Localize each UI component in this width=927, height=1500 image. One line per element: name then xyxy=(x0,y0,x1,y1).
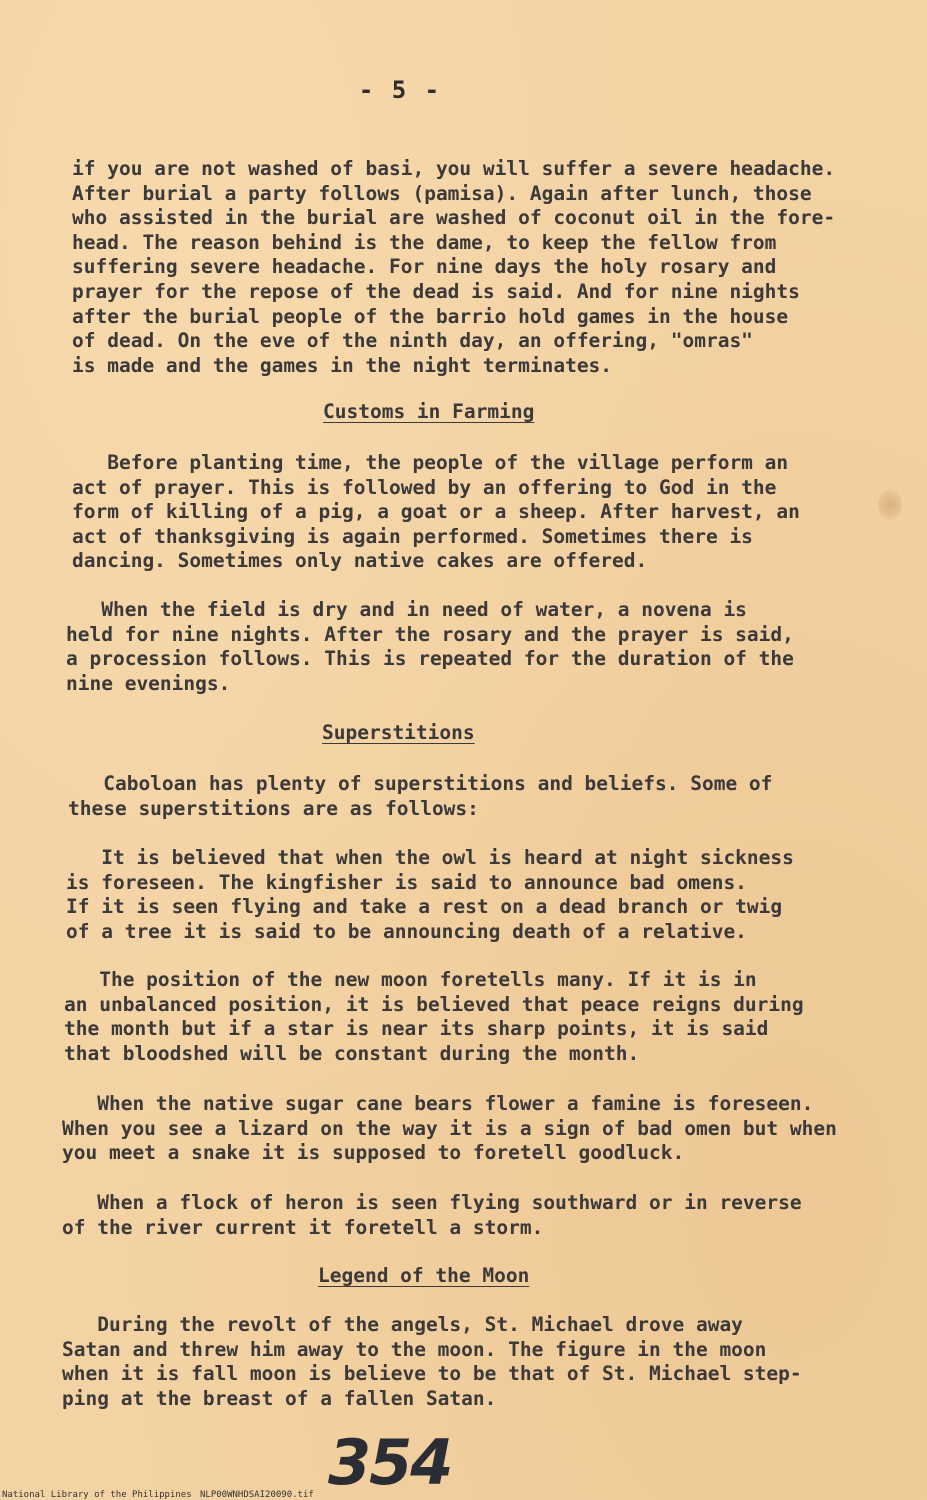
text-line: Caboloan has plenty of superstitions and beliefs. Some of xyxy=(68,772,773,795)
text-line: of dead. On the eve of the ninth day, an offering, "omras" xyxy=(72,329,753,353)
text-line: after the burial people of the barrio hold games in the house xyxy=(72,304,789,328)
text-line: head. The reason behind is the dame, to keep the fellow from xyxy=(72,230,777,254)
footer-filename: NLP00WNHDSAI20090.tif xyxy=(200,1490,314,1500)
text-line: When a flock of heron is seen flying southward or in reverse xyxy=(62,1191,802,1214)
text-line: when it is fall moon is believe to be that of St. Michael step- xyxy=(62,1362,802,1386)
page-number: - 5 - xyxy=(358,76,442,104)
text-line: an unbalanced position, it is believed that peace reigns during xyxy=(64,992,804,1016)
text-line: nine evenings. xyxy=(66,671,231,695)
text-line: the month but if a star is near its sharp points, it is said xyxy=(64,1017,769,1041)
text-line: ping at the breast of a fallen Satan. xyxy=(62,1386,497,1410)
text-line: held for nine nights. After the rosary and the prayer is said, xyxy=(66,622,794,646)
text-line: these superstitions are as follows: xyxy=(68,796,479,820)
paragraph-planting-prayer xyxy=(72,451,800,574)
text-line: is made and the games in the night terminates. xyxy=(72,353,613,377)
handwritten-page-stamp: 354 xyxy=(328,1426,452,1499)
text-line: Satan and threw him away to the moon. The figure in the moon xyxy=(62,1337,767,1361)
text-line: During the revolt of the angels, St. Michael drove away xyxy=(62,1313,743,1336)
text-line: suffering severe headache. For nine days the holy rosary and xyxy=(72,255,777,279)
paragraph-heron-storm xyxy=(62,1191,802,1240)
text-line: It is believed that when the owl is heard at night sickness xyxy=(66,846,794,869)
text-line: that bloodshed will be constant during the month. xyxy=(64,1041,640,1065)
text-line: If it is seen flying and take a rest on a dead branch or twig xyxy=(66,895,783,919)
text-line: of the river current it foretell a storm. xyxy=(62,1215,544,1239)
text-line: dancing. Sometimes only native cakes are offered. xyxy=(72,549,648,573)
paragraph-burial-customs xyxy=(72,157,835,378)
text-line: prayer for the repose of the dead is said. And for nine nights xyxy=(72,279,800,303)
text-line: act of prayer. This is followed by an offering to God in the xyxy=(72,475,777,499)
text-line: act of thanksgiving is again performed. Sometimes there is xyxy=(72,524,753,548)
text-line: Before planting time, the people of the village perform an xyxy=(72,451,789,474)
paragraph-superstitions-intro xyxy=(68,772,772,821)
text-line: who assisted in the burial are washed of coconut oil in the fore- xyxy=(72,206,836,230)
heading-customs-in-farming: Customs in Farming xyxy=(323,400,535,423)
text-line: of a tree it is said to be announcing death of a relative. xyxy=(66,919,747,943)
paper-stain xyxy=(878,490,902,520)
text-line: After burial a party follows (pamisa). Again after lunch, those xyxy=(72,181,812,205)
text-line: a procession follows. This is repeated for the duration of the xyxy=(66,647,794,671)
heading-legend-of-the-moon: Legend of the Moon xyxy=(318,1264,530,1287)
text-line: When the field is dry and in need of water, a novena is xyxy=(66,598,747,621)
footer-library: National Library of the Philippines xyxy=(2,1490,192,1500)
paragraph-novena-drought xyxy=(66,598,794,696)
heading-superstitions: Superstitions xyxy=(322,721,475,744)
paragraph-owl-kingfisher xyxy=(66,846,794,944)
text-line: When the native sugar cane bears flower a famine is foreseen. xyxy=(62,1092,814,1115)
text-line: form of killing of a pig, a goat or a sheep. After harvest, an xyxy=(72,500,800,524)
paragraph-legend-moon xyxy=(62,1313,802,1411)
text-line: you meet a snake it is supposed to foretell goodluck. xyxy=(62,1141,685,1165)
text-line: The position of the new moon foretells many. If it is in xyxy=(64,968,757,991)
text-line: When you see a lizard on the way it is a sign of bad omen but when xyxy=(62,1116,837,1140)
text-line: is foreseen. The kingfisher is said to announce bad omens. xyxy=(66,870,747,894)
paragraph-new-moon xyxy=(64,968,804,1066)
text-line: if you are not washed of basi, you will suffer a severe headache. xyxy=(72,157,836,180)
paragraph-sugar-cane-lizard xyxy=(62,1092,837,1166)
